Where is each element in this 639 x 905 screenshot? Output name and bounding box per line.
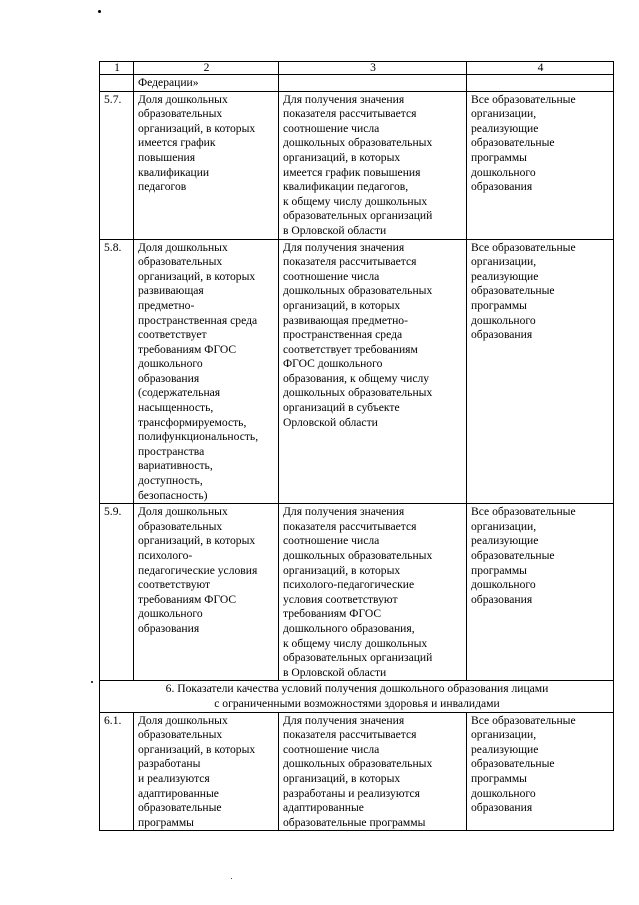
assessment-object: Все образовательные организации, реализующие образовательные программы дошкольного образования — [467, 712, 614, 831]
continuation-row — [100, 75, 614, 92]
cell-empty — [279, 75, 467, 92]
continuation-text: Федерации» — [134, 75, 279, 92]
row-number: 5.8. — [100, 239, 134, 504]
assessment-object: Все образовательные организации, реализующие образовательные программы дошкольного образования — [467, 239, 614, 504]
indicator-name: Доля дошкольных образовательных организаций, в которых психолого- педагогические условия соответствуют требованиям ФГОС дошкольного образования — [134, 504, 279, 681]
column-number: 2 — [134, 62, 279, 75]
section-heading-row — [100, 681, 614, 712]
column-number: 4 — [467, 62, 614, 75]
indicators-table — [99, 61, 614, 831]
assessment-object: Все образовательные организации, реализующие образовательные программы дошкольного образования — [467, 504, 614, 681]
calculation-method: Для получения значения показателя рассчитывается соотношение числа дошкольных образовательных организаций, в которых развивающая предметно- пространственная среда соответствует требованиям ФГОС дошкольного образования, к общему числу дошкольных образовательных организаций в субъекте Орловской области — [279, 239, 467, 504]
column-number-row — [100, 62, 614, 75]
calculation-method: Для получения значения показателя рассчитывается соотношение числа дошкольных образовательных организаций, в которых имеется график повышения квалификации педагогов, к общему числу дошкольных образовательных организаций в Орловской области — [279, 91, 467, 239]
column-number: 1 — [100, 62, 134, 75]
row-number: 5.7. — [100, 91, 134, 239]
indicator-name: Доля дошкольных образовательных организаций, в которых разработаны и реализуются адаптированные образовательные программы — [134, 712, 279, 831]
column-number: 3 — [279, 62, 467, 75]
indicator-name: Доля дошкольных образовательных организаций, в которых имеется график повышения квалификации педагогов — [134, 91, 279, 239]
table-row — [100, 239, 614, 504]
assessment-object: Все образовательные организации, реализующие образовательные программы дошкольного образования — [467, 91, 614, 239]
calculation-method: Для получения значения показателя рассчитывается соотношение числа дошкольных образовательных организаций, в которых психолого-педагогические условия соответствуют требованиям ФГОС дошкольного образования, к общему числу дошкольных образовательных организаций в Орловской области — [279, 504, 467, 681]
cell-empty — [467, 75, 614, 92]
cell-empty — [100, 75, 134, 92]
row-number: 5.9. — [100, 504, 134, 681]
table-row — [100, 712, 614, 831]
table-row — [100, 504, 614, 681]
section-heading: 6. Показатели качества условий получения дошкольного образования лицами с ограниченными возможностями здоровья и инвалидами — [100, 681, 614, 712]
indicator-name: Доля дошкольных образовательных организаций, в которых развивающая предметно- пространственная среда соответствует требованиям ФГОС дошкольного образования (содержательная насыщенность, трансформируемость, полифункциональность, пространства вариативность, доступность, безопасность) — [134, 239, 279, 504]
calculation-method: Для получения значения показателя рассчитывается соотношение числа дошкольных образовательных организаций, в которых разработаны и реализуются адаптированные образовательные программы — [279, 712, 467, 831]
row-number: 6.1. — [100, 712, 134, 831]
scan-speck — [91, 681, 93, 683]
scan-speck — [98, 10, 101, 13]
scan-speck — [231, 878, 232, 879]
table-row — [100, 91, 614, 239]
